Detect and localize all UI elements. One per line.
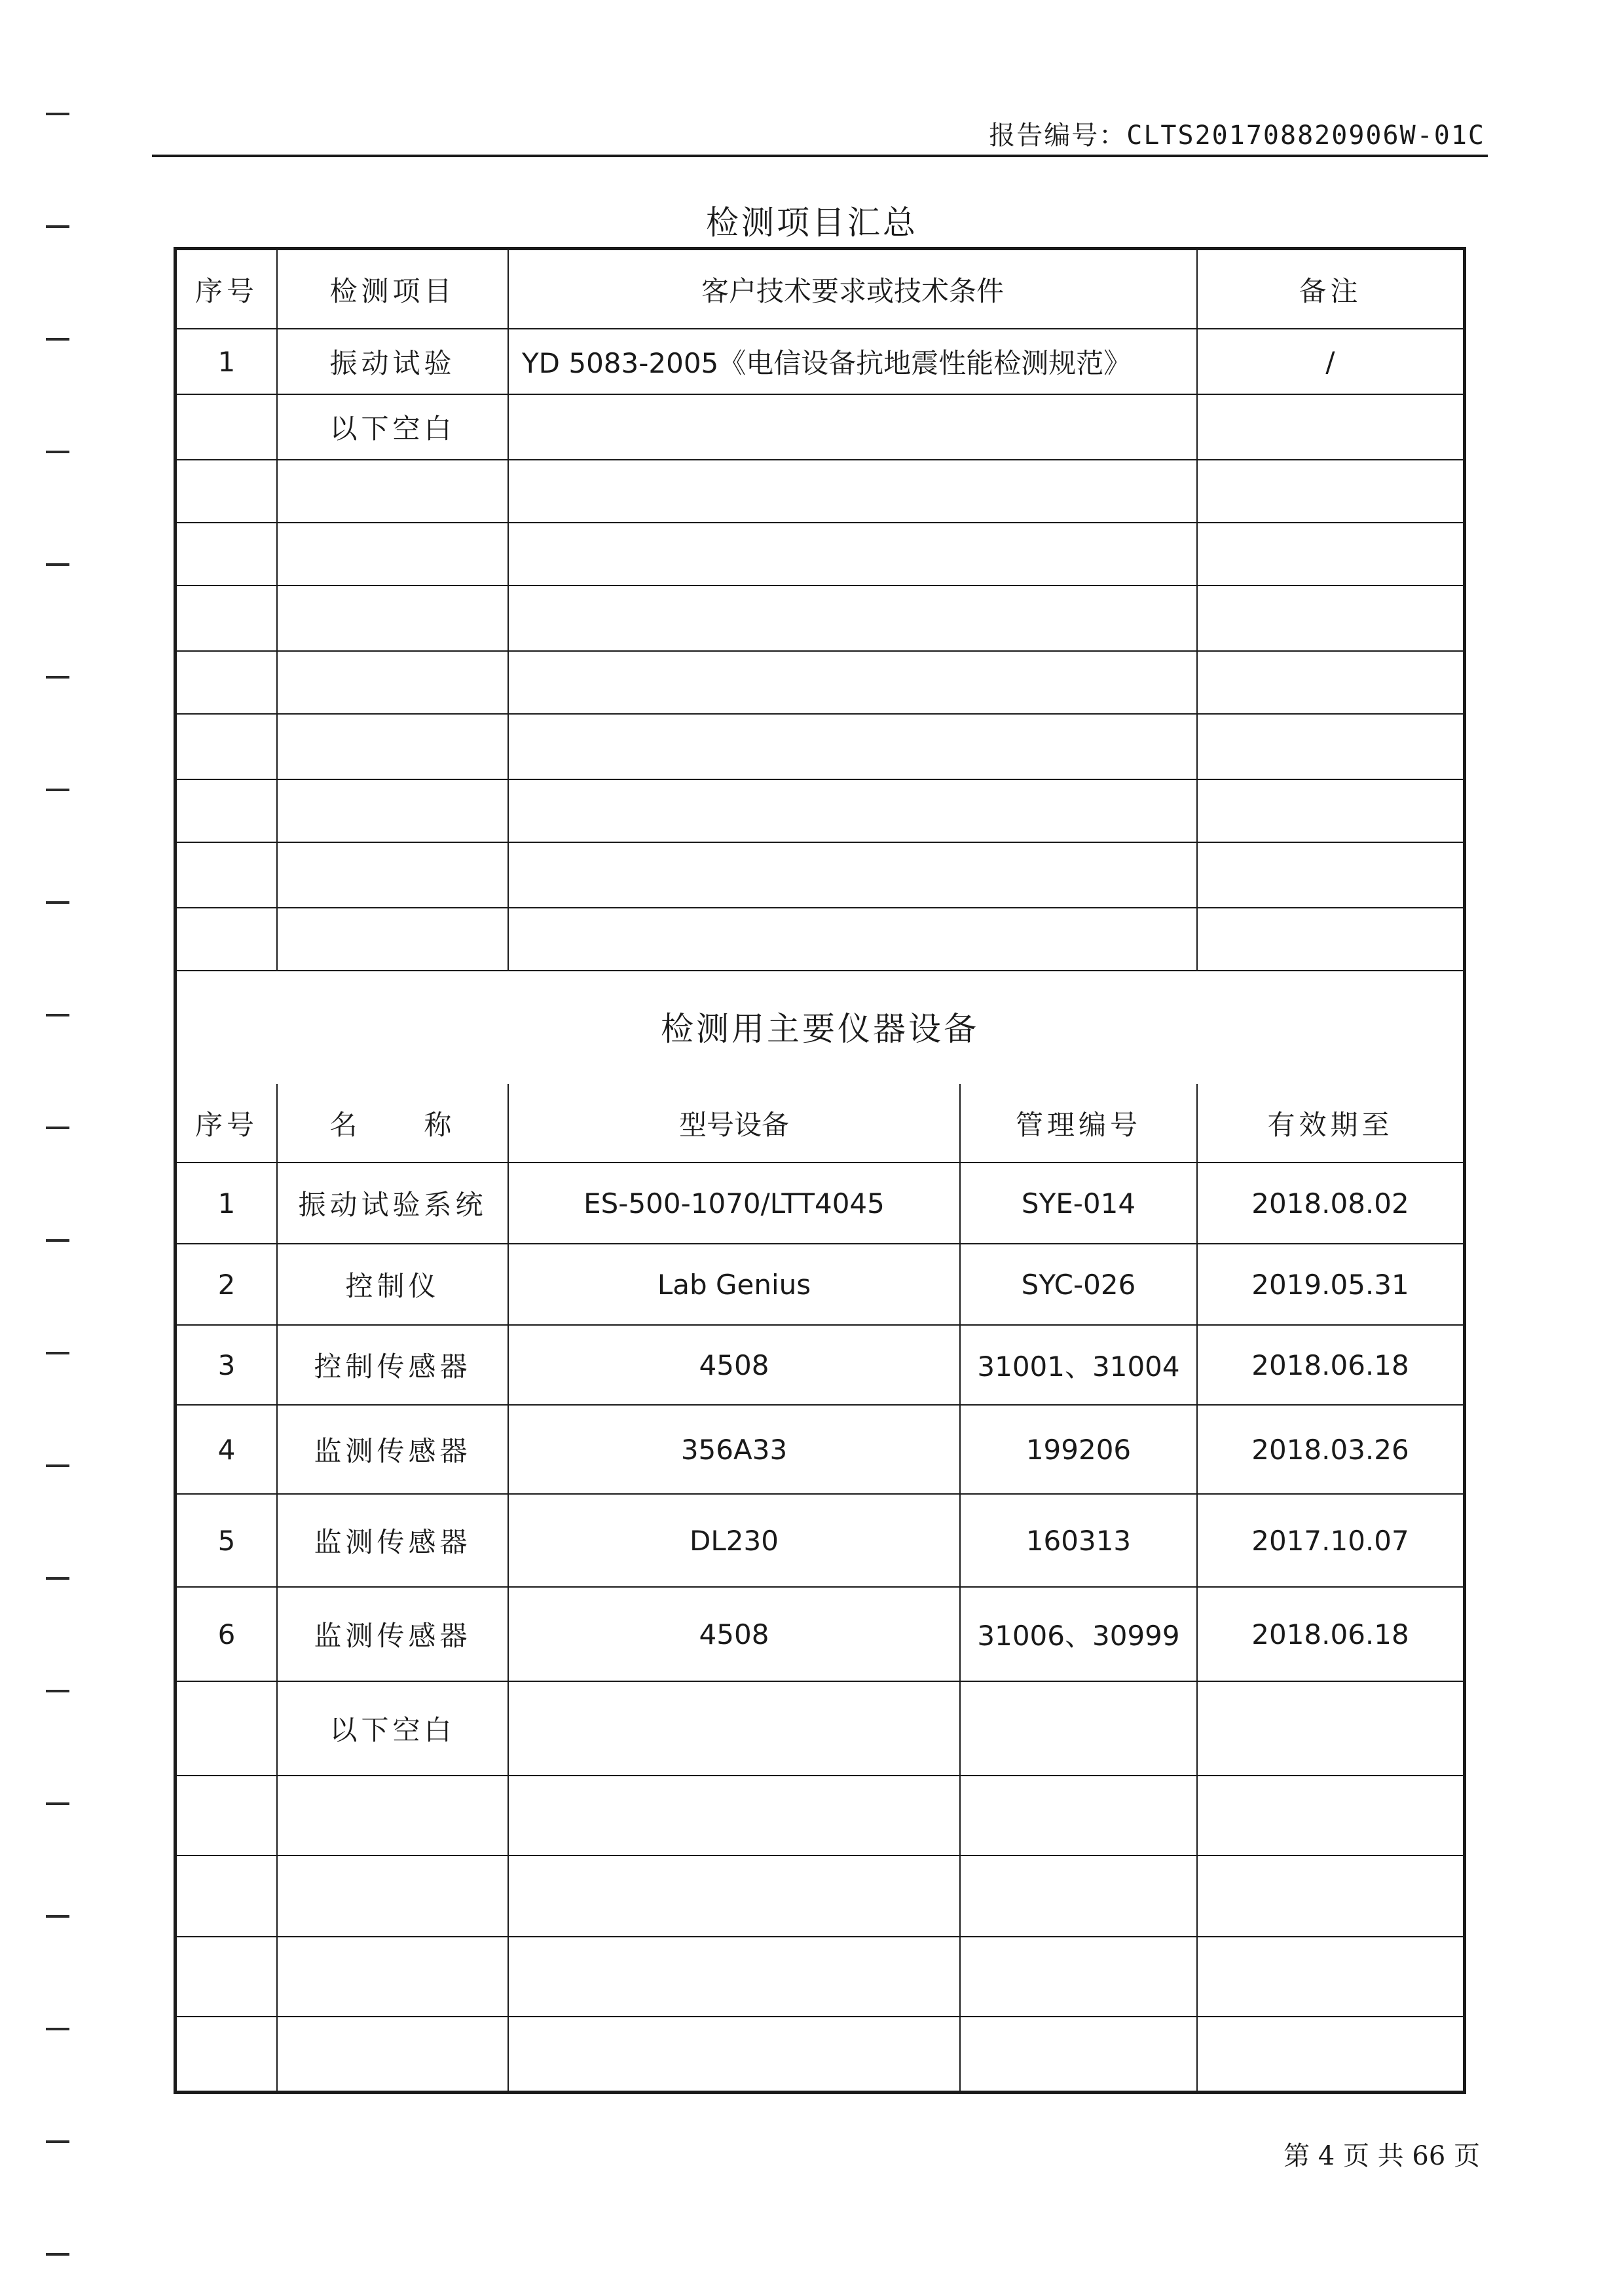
table-cell xyxy=(1197,1681,1463,1776)
binding-mark xyxy=(46,451,69,453)
table-cell xyxy=(1197,779,1463,842)
table-cell xyxy=(508,2017,960,2091)
binding-mark xyxy=(46,1127,69,1129)
header-rule xyxy=(152,155,1488,157)
table-cell xyxy=(277,651,508,714)
table-cell xyxy=(277,779,508,842)
table-cell: 2018.06.18 xyxy=(1197,1325,1463,1405)
table-cell xyxy=(277,1776,508,1855)
binding-mark xyxy=(46,789,69,791)
table-cell xyxy=(960,1937,1197,2017)
table-row xyxy=(177,1405,1463,1494)
table-cell: Lab Genius xyxy=(508,1244,960,1325)
table-row xyxy=(177,714,1463,779)
table-cell xyxy=(1197,2017,1463,2091)
column-header: 型号设备 xyxy=(508,1084,960,1163)
table-cell: ES-500-1070/LTT4045 xyxy=(508,1163,960,1244)
table-cell: 2019.05.31 xyxy=(1197,1244,1463,1325)
binding-mark xyxy=(46,1690,69,1692)
table-row xyxy=(177,586,1463,651)
table-cell xyxy=(177,460,277,523)
table-cell: 2018.03.26 xyxy=(1197,1405,1463,1494)
table-cell: 31001、31004 xyxy=(960,1325,1197,1405)
table-cell xyxy=(508,1681,960,1776)
binding-mark xyxy=(46,2253,69,2256)
table-cell xyxy=(1197,714,1463,779)
binding-mark xyxy=(46,1577,69,1580)
table-cell: 4508 xyxy=(508,1587,960,1681)
table-cell xyxy=(508,586,1197,651)
report-number: 报告编号：CLTS201708820906W-01C xyxy=(989,121,1485,151)
table-header-row xyxy=(177,1084,1463,1163)
summary-table xyxy=(177,250,1463,971)
binding-mark xyxy=(46,563,69,566)
binding-mark xyxy=(46,676,69,679)
table-cell: 5 xyxy=(177,1494,277,1587)
table-cell xyxy=(508,394,1197,460)
table-cell: 6 xyxy=(177,1587,277,1681)
table-cell xyxy=(277,842,508,908)
table-cell: 振动试验 xyxy=(277,329,508,394)
table-cell xyxy=(177,1681,277,1776)
table-cell xyxy=(508,779,1197,842)
table-cell: 1 xyxy=(177,329,277,394)
table-cell xyxy=(508,908,1197,971)
table-cell xyxy=(177,394,277,460)
binding-mark xyxy=(46,1014,69,1016)
binding-mark xyxy=(46,1239,69,1242)
table-cell xyxy=(1197,394,1463,460)
binding-mark xyxy=(46,901,69,904)
table-row xyxy=(177,2017,1463,2091)
table-cell xyxy=(508,651,1197,714)
table-cell: YD 5083-2005《电信设备抗地震性能检测规范》 xyxy=(508,329,1197,394)
table-cell xyxy=(177,651,277,714)
table-row xyxy=(177,1855,1463,1937)
table-cell: 3 xyxy=(177,1325,277,1405)
table-cell xyxy=(177,586,277,651)
table-cell: 1 xyxy=(177,1163,277,1244)
binding-mark xyxy=(46,2140,69,2143)
report-frame xyxy=(174,247,1466,2094)
table-cell: 以下空白 xyxy=(277,394,508,460)
table-row xyxy=(177,394,1463,460)
table-row xyxy=(177,1776,1463,1855)
table-row xyxy=(177,329,1463,394)
page-title: 检测项目汇总 xyxy=(706,204,918,242)
table-cell xyxy=(1197,651,1463,714)
table-cell: 监测传感器 xyxy=(277,1587,508,1681)
table-cell: 356A33 xyxy=(508,1405,960,1494)
table-cell: 以下空白 xyxy=(277,1681,508,1776)
table-cell xyxy=(277,1937,508,2017)
table-row xyxy=(177,842,1463,908)
table-cell xyxy=(960,1681,1197,1776)
table-cell xyxy=(508,1776,960,1855)
table-cell xyxy=(1197,1855,1463,1937)
table-cell xyxy=(177,523,277,586)
table-cell xyxy=(177,842,277,908)
table-cell xyxy=(277,714,508,779)
table-cell xyxy=(1197,523,1463,586)
table-cell xyxy=(177,2017,277,2091)
table-cell: 振动试验系统 xyxy=(277,1163,508,1244)
table-cell xyxy=(277,523,508,586)
binding-mark xyxy=(46,338,69,341)
table-cell: 2017.10.07 xyxy=(1197,1494,1463,1587)
table-cell: DL230 xyxy=(508,1494,960,1587)
table-row xyxy=(177,460,1463,523)
table-row xyxy=(177,1244,1463,1325)
table-cell xyxy=(177,1937,277,2017)
table-cell: 199206 xyxy=(960,1405,1197,1494)
table-cell xyxy=(960,1855,1197,1937)
table-cell xyxy=(177,1855,277,1937)
table-row xyxy=(177,1163,1463,1244)
table-cell xyxy=(177,714,277,779)
binding-mark xyxy=(46,1915,69,1918)
table-cell: / xyxy=(1197,329,1463,394)
table-cell xyxy=(1197,460,1463,523)
table-cell: 监测传感器 xyxy=(277,1405,508,1494)
table-cell xyxy=(277,460,508,523)
table-cell: 160313 xyxy=(960,1494,1197,1587)
table-cell: SYE-014 xyxy=(960,1163,1197,1244)
table-row xyxy=(177,651,1463,714)
table-cell xyxy=(508,842,1197,908)
table-cell: 2018.06.18 xyxy=(1197,1587,1463,1681)
binding-mark xyxy=(46,2028,69,2030)
table-cell xyxy=(1197,1937,1463,2017)
table-cell: 4 xyxy=(177,1405,277,1494)
table-cell xyxy=(277,586,508,651)
table-cell xyxy=(1197,586,1463,651)
table-cell xyxy=(177,908,277,971)
equipment-title: 检测用主要仪器设备 xyxy=(661,1010,979,1048)
table-cell xyxy=(177,1776,277,1855)
table-cell: 2018.08.02 xyxy=(1197,1163,1463,1244)
table-cell xyxy=(1197,842,1463,908)
table-cell: 控制仪 xyxy=(277,1244,508,1325)
table-cell xyxy=(508,523,1197,586)
table-cell xyxy=(177,779,277,842)
binding-mark xyxy=(46,1352,69,1354)
table-cell xyxy=(960,1776,1197,1855)
table-cell xyxy=(508,460,1197,523)
column-header: 客户技术要求或技术条件 xyxy=(508,250,1197,329)
table-row xyxy=(177,1937,1463,2017)
equipment-table xyxy=(177,1084,1463,2091)
table-cell: SYC-026 xyxy=(960,1244,1197,1325)
column-header: 名 称 xyxy=(277,1084,508,1163)
column-header: 有效期至 xyxy=(1197,1084,1463,1163)
table-cell xyxy=(277,908,508,971)
binding-mark xyxy=(46,1464,69,1467)
table-row xyxy=(177,523,1463,586)
table-cell xyxy=(508,1855,960,1937)
table-cell xyxy=(508,1937,960,2017)
table-row xyxy=(177,908,1463,971)
table-cell xyxy=(960,2017,1197,2091)
binding-mark xyxy=(46,113,69,115)
table-row xyxy=(177,1494,1463,1587)
table-cell: 31006、30999 xyxy=(960,1587,1197,1681)
table-row xyxy=(177,1325,1463,1405)
table-cell xyxy=(508,714,1197,779)
table-cell: 4508 xyxy=(508,1325,960,1405)
table-cell xyxy=(277,2017,508,2091)
binding-mark xyxy=(46,1802,69,1805)
table-cell xyxy=(1197,1776,1463,1855)
column-header: 检测项目 xyxy=(277,250,508,329)
table-cell: 2 xyxy=(177,1244,277,1325)
table-cell: 控制传感器 xyxy=(277,1325,508,1405)
table-row xyxy=(177,1681,1463,1776)
column-header: 序号 xyxy=(177,1084,277,1163)
table-cell xyxy=(1197,908,1463,971)
table-row xyxy=(177,1587,1463,1681)
table-cell: 监测传感器 xyxy=(277,1494,508,1587)
column-header: 序号 xyxy=(177,250,277,329)
column-header: 管理编号 xyxy=(960,1084,1197,1163)
column-header: 备注 xyxy=(1197,250,1463,329)
page-footer: 第 4 页 共 66 页 xyxy=(1283,2141,1480,2171)
table-cell xyxy=(277,1855,508,1937)
table-row xyxy=(177,779,1463,842)
table-header-row xyxy=(177,250,1463,329)
